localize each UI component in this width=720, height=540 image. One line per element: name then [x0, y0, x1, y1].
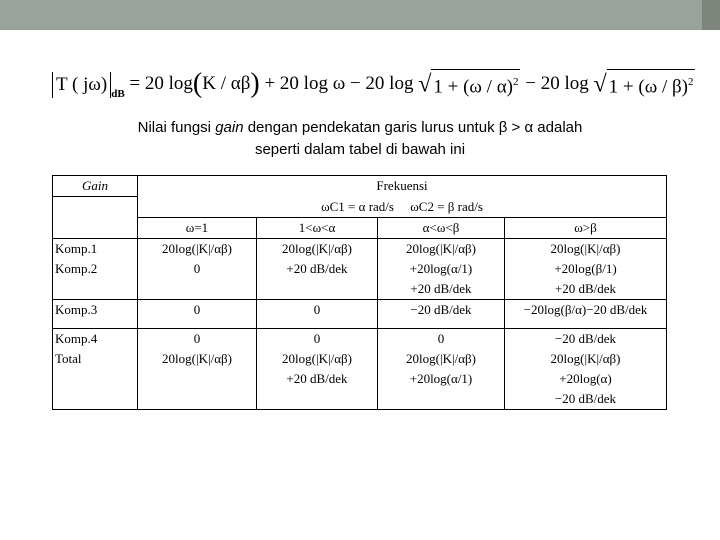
cell-line: 20log(|K|/αβ) — [282, 240, 352, 256]
empty-cell — [53, 197, 138, 218]
sqrt-2 — [607, 69, 696, 99]
label-line: Komp.4 — [55, 330, 98, 346]
label-line: Komp.2 — [55, 260, 98, 276]
cell-line: 0 — [193, 330, 201, 346]
cell-line: 20log(|K|/αβ) — [550, 350, 621, 366]
table-row — [53, 328, 667, 409]
wc1-label: ωC1 = α rad/s — [321, 198, 394, 214]
range-2: α<ω<β — [378, 217, 505, 238]
cell — [505, 238, 667, 299]
caption-gain-word: gain — [215, 119, 244, 136]
cell-line: 20log(|K|/αβ) — [406, 350, 476, 366]
gain-formula — [52, 62, 694, 106]
formula-eq: = 20 log — [129, 73, 193, 94]
corner-freq-cell — [138, 197, 667, 218]
cell — [138, 238, 257, 299]
cell-line: 20log(|K|/αβ) — [282, 350, 352, 366]
cell-line: 0 — [193, 260, 201, 276]
cell-line: +20 dB/dek — [554, 280, 617, 296]
cell — [378, 328, 505, 409]
formula-term3: − 20 log — [525, 73, 589, 94]
formula-subscript: dB — [111, 88, 125, 100]
sqrt-1-text: 1 + (ω / α) — [433, 76, 513, 98]
cell — [257, 328, 378, 409]
caption-post: dengan pendekatan garis lurus untuk β > α adalah — [243, 119, 583, 136]
exp-2: 2 — [687, 76, 694, 89]
cell-line: −20 dB/dek — [554, 390, 617, 406]
cell-line: 0 — [437, 330, 445, 346]
cell — [378, 238, 505, 299]
cell-line: +20log(α/1) — [409, 370, 473, 386]
top-corner-block — [702, 0, 720, 30]
formula-lhs-text: T ( jω) — [56, 73, 108, 95]
range-1: 1<ω<α — [257, 217, 378, 238]
range-3: ω>β — [505, 217, 667, 238]
wc2-label: ωC2 = β rad/s — [410, 198, 483, 214]
gain-table — [52, 175, 667, 410]
caption-line-1 — [60, 117, 660, 139]
caption-line-2: seperti dalam tabel di bawah ini — [254, 141, 466, 158]
table-row — [53, 238, 667, 299]
cell-line: 20log(|K|/αβ) — [550, 240, 621, 256]
cell-line: 20log(|K|/αβ) — [162, 240, 232, 256]
paren-close: ) — [250, 68, 260, 99]
cell-line: +20 dB/dek — [286, 260, 348, 276]
cell-line: +20 dB/dek — [410, 280, 472, 296]
row-label: Komp.3 — [53, 299, 138, 328]
formula-k-term: K / αβ — [202, 73, 251, 94]
row-label — [53, 328, 138, 409]
formula-lhs — [52, 72, 111, 98]
cell-line: +20log(α) — [559, 370, 612, 386]
label-line: Komp.1 — [55, 240, 98, 256]
freq-header: Frekuensi — [376, 178, 428, 193]
freq-header-cell — [138, 176, 667, 197]
row-label — [53, 238, 138, 299]
corner-freq-row — [53, 197, 667, 218]
cell-line: −20 dB/dek — [554, 330, 617, 346]
sqrt-sign-1: √ — [418, 71, 432, 98]
caption-pre: Nilai fungsi — [137, 119, 216, 136]
cell — [257, 238, 378, 299]
cell-line: +20log(β/1) — [554, 260, 617, 276]
sqrt-1 — [431, 69, 520, 99]
label-line: Total — [55, 350, 82, 366]
ranges-row — [53, 217, 667, 238]
cell: 0 — [138, 299, 257, 328]
empty-cell — [53, 217, 138, 238]
exp-1: 2 — [512, 76, 519, 89]
gain-header: Gain — [53, 176, 138, 197]
cell: −20 dB/dek — [378, 299, 505, 328]
cell-line: 0 — [313, 330, 321, 346]
cell — [138, 328, 257, 409]
cell-line: +20 dB/dek — [286, 370, 348, 386]
cell-line: 20log(|K|/αβ) — [406, 240, 476, 256]
caption — [60, 117, 660, 161]
paren-open: ( — [192, 68, 203, 99]
cell: 0 — [257, 299, 378, 328]
cell — [505, 328, 667, 409]
cell-line: 20log(|K|/αβ) — [162, 350, 232, 366]
header-row — [53, 176, 667, 197]
sqrt-sign-2: √ — [593, 71, 607, 98]
top-bar — [0, 0, 720, 30]
formula-term2: + 20 log ω − 20 log — [264, 73, 414, 94]
cell: −20log(β/α)−20 dB/dek — [505, 299, 667, 328]
sqrt-2-text: 1 + (ω / β) — [608, 76, 688, 98]
range-0: ω=1 — [138, 217, 257, 238]
cell-line: +20log(α/1) — [409, 260, 473, 276]
table-row — [53, 299, 667, 328]
